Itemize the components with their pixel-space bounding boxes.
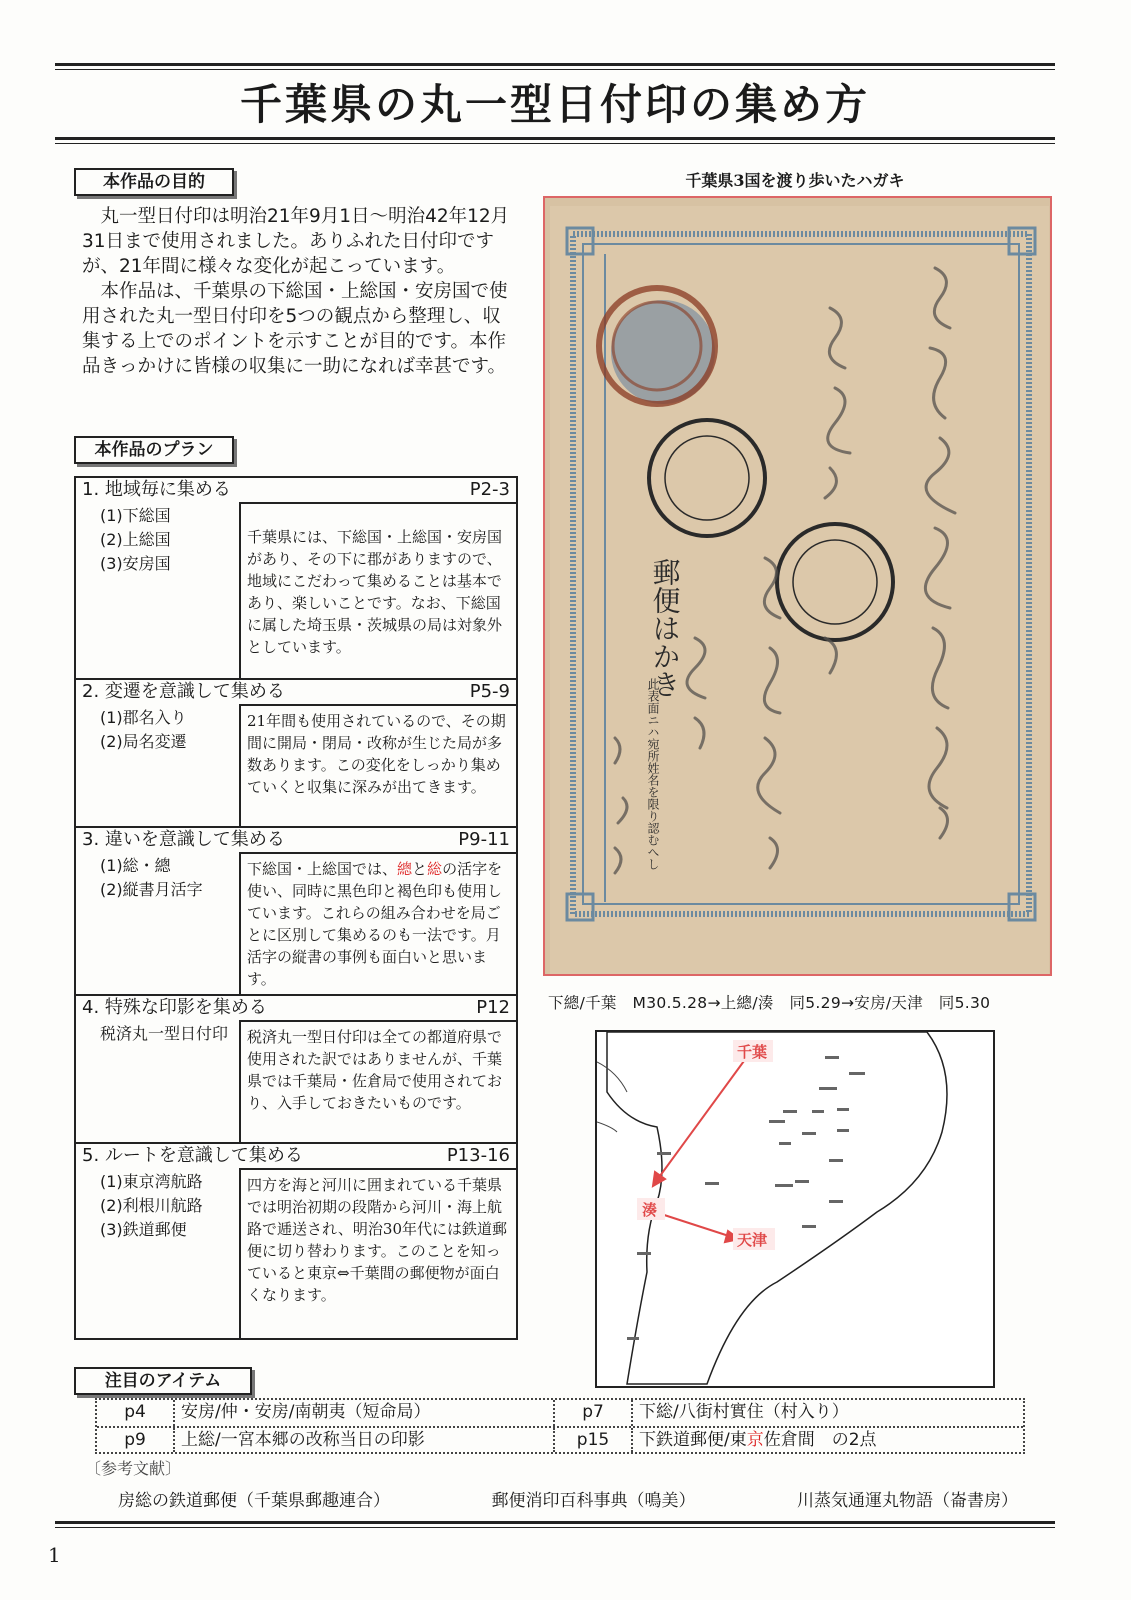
reference-item: 房総の鉄道郵便（千葉県郵趣連合） bbox=[118, 1491, 390, 1511]
plan-section-2 bbox=[76, 678, 516, 826]
bottom-rule-1 bbox=[55, 1521, 1055, 1524]
item-text-highlight: 京 bbox=[746, 1430, 764, 1450]
plan-section-title: 3. 違いを意識して集める bbox=[82, 829, 285, 850]
item-text: 下総/八街村實住（村入り） bbox=[639, 1402, 849, 1422]
plan-item: (3)安房国 bbox=[100, 554, 171, 573]
item-text: 安房/仲・安房/南朝夷（短命局） bbox=[175, 1400, 555, 1426]
item-text bbox=[633, 1428, 1023, 1452]
map-label-amatsu: 天津 bbox=[737, 1231, 768, 1249]
card-printed-vertical: 郵便はかき bbox=[648, 558, 682, 698]
item-page: p7 bbox=[555, 1400, 633, 1426]
purpose-para-2: 本作品は、千葉県の下総国・上総国・安房国で使用された丸一型日付印を5つの観点から整理し、収集する上でのポイントを示すことが目的です。本作品きっかけに皆様の収集に一助になれば幸甚です。 bbox=[82, 281, 508, 377]
purpose-heading: 本作品の目的 bbox=[74, 168, 234, 196]
plan-section-pages: P13-16 bbox=[446, 1145, 510, 1166]
item-text: 上総/一宮本郷の改称当日の印影 bbox=[175, 1428, 555, 1452]
item-page: p9 bbox=[97, 1428, 175, 1452]
desc-highlight: 總 bbox=[397, 860, 413, 878]
bottom-rule-2 bbox=[55, 1527, 1055, 1528]
title-rule-1 bbox=[55, 137, 1055, 140]
route-arrows bbox=[653, 1050, 752, 1242]
items-table bbox=[95, 1398, 1025, 1454]
plan-section-items bbox=[76, 852, 239, 994]
purpose-text bbox=[82, 204, 514, 379]
plan-table bbox=[74, 476, 518, 1340]
card-printed-note: 此表面ニハ宛所姓名を限り認むへし bbox=[646, 678, 660, 870]
plan-item: (2)上総国 bbox=[100, 530, 171, 549]
plan-section-title: 5. ルートを意識して集める bbox=[82, 1145, 303, 1166]
references-list bbox=[118, 1486, 1018, 1511]
plan-item: (3)鉄道郵便 bbox=[100, 1220, 187, 1239]
title-rule-2 bbox=[55, 143, 1055, 144]
postcard-drawing bbox=[545, 198, 1052, 976]
stamp-icon bbox=[599, 288, 715, 404]
map-label-minato: 湊 bbox=[642, 1201, 658, 1219]
plan-section-desc: 21年間も使用されているので、その期間に開局・閉局・改称が生じた局が多数あります。この変化をしっかり集めていくと収集に深みが出てきます。 bbox=[239, 704, 516, 826]
plan-section-pages: P9-11 bbox=[458, 829, 510, 850]
plan-item: (2)縦書月活字 bbox=[100, 880, 203, 899]
plan-section-3 bbox=[76, 826, 516, 994]
desc-part: と bbox=[412, 860, 428, 878]
route-map bbox=[595, 1030, 995, 1388]
plan-section-4 bbox=[76, 994, 516, 1142]
purpose-para-1: 丸一型日付印は明治21年9月1日～明治42年12月31日まで使用されました。ありふれた日付印ですが、21年間に様々な変化が起こっています。 bbox=[82, 206, 510, 277]
plan-item: (1)東京湾航路 bbox=[100, 1172, 203, 1191]
plan-section-5 bbox=[76, 1142, 516, 1338]
top-rule-2 bbox=[55, 69, 1055, 70]
map-route-labels bbox=[637, 1040, 775, 1250]
plan-section-pages: P2-3 bbox=[469, 479, 510, 500]
desc-part: 下総国・上総国では、 bbox=[247, 860, 398, 878]
plan-item: (2)利根川航路 bbox=[100, 1196, 203, 1215]
items-row bbox=[97, 1400, 1023, 1426]
plan-item: (1)下総国 bbox=[100, 506, 171, 525]
plan-section-items bbox=[76, 1168, 239, 1338]
desc-highlight: 総 bbox=[427, 860, 443, 878]
plan-section-title: 4. 特殊な印影を集める bbox=[82, 997, 267, 1018]
page-title: 千葉県の丸一型日付印の集め方 bbox=[239, 80, 870, 129]
plan-section-desc: 千葉県には、下総国・上総国・安房国があり、その下に郡がありますので、地域にこだわって集めることは基本であり、楽しいことです。なお、下総国に属した埼玉県・茨城県の局は対象外としています。 bbox=[239, 502, 516, 678]
item-text-part: 佐倉間 の2点 bbox=[763, 1430, 877, 1450]
plan-section-desc bbox=[239, 852, 516, 994]
item-page: p15 bbox=[555, 1428, 633, 1452]
plan-section-pages: P12 bbox=[476, 997, 510, 1018]
map-drawing bbox=[597, 1032, 993, 1386]
item-page: p4 bbox=[97, 1400, 175, 1426]
plan-section-1 bbox=[76, 478, 516, 678]
card-route: 下總/千葉 M30.5.28→上總/湊 同5.29→安房/天津 同5.30 bbox=[548, 994, 991, 1012]
plan-section-title: 1. 地域毎に集める bbox=[82, 479, 231, 500]
items-heading: 注目のアイテム bbox=[74, 1367, 252, 1395]
plan-section-items bbox=[76, 502, 239, 678]
desc-part: の活字を使い、同時に黒色印と褐色印も使用しています。これらの組み合わせを局ごとに区別して集めるのも一法です。月活字の縦書の事例も面白いと思います。 bbox=[247, 860, 503, 988]
map-label-chiba: 千葉 bbox=[737, 1043, 768, 1061]
plan-heading: 本作品のプラン bbox=[74, 436, 234, 464]
reference-item: 郵便消印百科事典（鳴美） bbox=[491, 1491, 696, 1511]
plan-section-desc: 四方を海と河川に囲まれている千葉県では明治初期の段階から河川・海上航路で逓送され、明治30年代には鉄道郵便に切り替わります。このことを知っていると東京⇔千葉間の郵便物が面白くなります。 bbox=[239, 1168, 516, 1338]
plan-item: 税済丸一型日付印 bbox=[100, 1024, 229, 1043]
plan-section-desc: 税済丸一型日付印は全ての都道府県で使用された訳ではありませんが、千葉県では千葉局・佐倉局で使用されており、入手しておきたいものです。 bbox=[239, 1020, 516, 1142]
reference-item: 川蒸気通運丸物語（崙書房） bbox=[797, 1491, 1018, 1511]
plan-section-items bbox=[76, 704, 239, 826]
item-text-part: 下鉄道郵便/東 bbox=[639, 1430, 747, 1450]
items-row bbox=[97, 1426, 1023, 1452]
plan-section-pages: P5-9 bbox=[469, 681, 510, 702]
top-rule-1 bbox=[55, 63, 1055, 66]
references-heading: 〔参考文献〕 bbox=[85, 1459, 182, 1478]
postcard-image bbox=[543, 196, 1052, 976]
plan-item: (2)局名変遷 bbox=[100, 732, 187, 751]
plan-item: (1)総・總 bbox=[100, 856, 171, 875]
plan-section-items bbox=[76, 1020, 239, 1142]
page-number: 1 bbox=[48, 1543, 61, 1567]
card-caption: 千葉県3国を渡り歩いたハガキ bbox=[685, 171, 905, 190]
plan-section-title: 2. 変遷を意識して集める bbox=[82, 681, 285, 702]
plan-item: (1)郡名入り bbox=[100, 708, 187, 727]
